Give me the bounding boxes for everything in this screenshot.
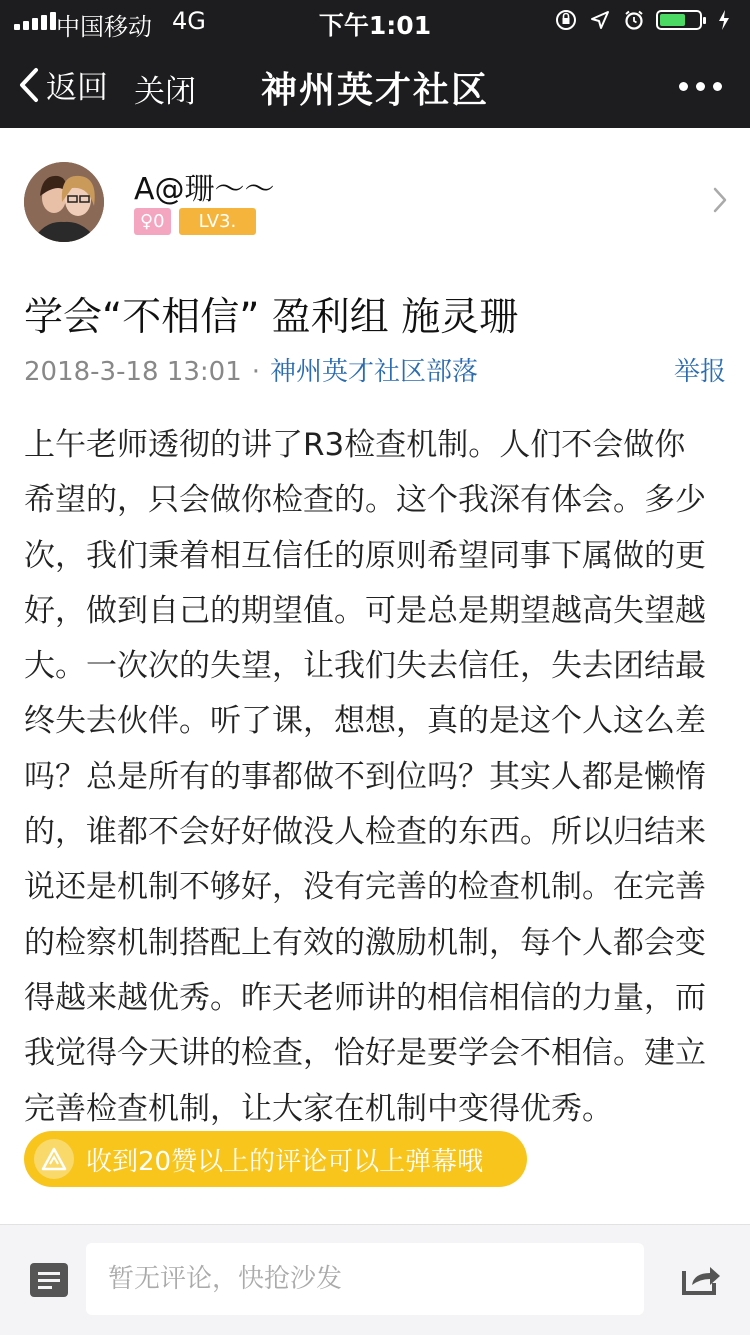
more-icon[interactable] xyxy=(679,82,722,91)
close-button[interactable]: 关闭 xyxy=(134,74,196,110)
location-icon xyxy=(588,8,612,32)
network-label: 4G xyxy=(172,7,206,35)
chevron-right-icon xyxy=(712,186,728,214)
status-bar xyxy=(0,0,750,42)
share-icon[interactable] xyxy=(680,1261,722,1297)
author-name[interactable]: A@珊～～ xyxy=(134,172,275,207)
bottom-bar xyxy=(0,1224,750,1335)
charging-icon xyxy=(712,8,736,32)
page-title: 神州英才社区 xyxy=(260,70,489,111)
post-body: 上午老师透彻的讲了R3检查机制。人们不会做你希望的，只会做你检查的。这个我深有体会。多少次，我们秉着相互信任的原则希望同事下属做的更好，做到自己的期望值。可是总是期望越高失望越大。一次次的失望，让我们失去信任，失去团结最终失去伙伴。听了课，想想，真的是这个人这么差吗？总是所有的事都做不到位吗？其实人都是懒惰的，谁都不会好好做没人检查的东西。所以归结来说还是机制不够好，没有完善的检查机制。在完善的检察机制搭配上有效的激励机制，每个人都会变得越来越优秀。昨天老师讲的相信相信的力量，而我觉得今天讲的检查，恰好是要学会不相信。建立完善检查机制，让大家在机制中变得优秀。 xyxy=(24,427,706,1127)
battery-icon xyxy=(656,10,702,30)
comments-list-icon[interactable] xyxy=(30,1263,68,1297)
comment-input[interactable]: 暂无评论，快抢沙发 xyxy=(86,1243,644,1315)
report-button[interactable]: 举报 xyxy=(673,357,726,387)
back-label: 返回 xyxy=(46,70,108,106)
meta-separator: · xyxy=(251,357,261,387)
level-badge: LV3. xyxy=(179,208,257,235)
status-time: 下午1:01 xyxy=(318,11,432,40)
warning-icon xyxy=(34,1139,74,1179)
tribe-link[interactable]: 神州英才社区部落 xyxy=(270,357,479,387)
post-meta xyxy=(24,351,726,388)
post-title: 学会“不相信” 盈利组 施灵珊 xyxy=(24,295,519,340)
post-date: 2018-3-18 13:01 xyxy=(24,357,242,387)
nav-bar xyxy=(0,42,750,128)
orientation-lock-icon xyxy=(554,8,578,32)
author-row[interactable] xyxy=(0,128,750,268)
avatar[interactable] xyxy=(24,162,104,242)
top-header xyxy=(0,0,750,128)
toast-text: 收到20赞以上的评论可以上弹幕哦 xyxy=(86,1146,484,1177)
alarm-icon xyxy=(622,8,646,32)
barrage-toast[interactable] xyxy=(24,1131,527,1187)
gender-badge: ♀0 xyxy=(134,208,171,235)
carrier-label: 中国移动 xyxy=(56,13,152,41)
